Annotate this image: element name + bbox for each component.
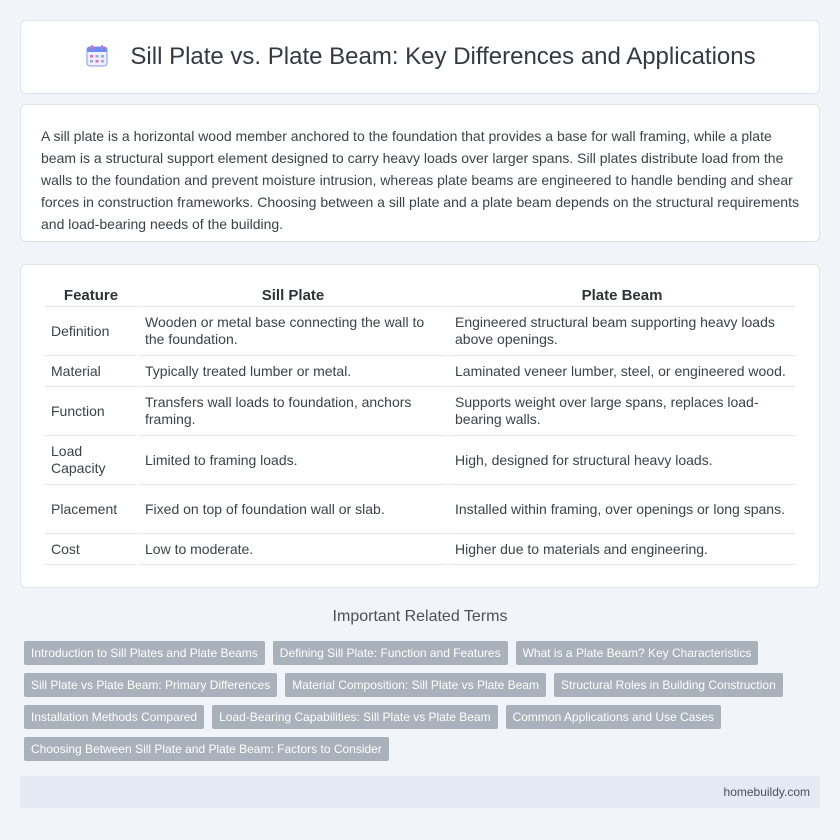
row-sill-plate: Wooden or metal base connecting the wall to the foundation. bbox=[139, 307, 447, 356]
related-term-tag[interactable]: Installation Methods Compared bbox=[24, 705, 204, 729]
table-row bbox=[45, 485, 795, 534]
row-plate-beam: Engineered structural beam supporting heavy loads above openings. bbox=[449, 307, 795, 356]
related-term-tag[interactable]: Choosing Between Sill Plate and Plate Beam: Factors to Consider bbox=[24, 737, 389, 761]
row-feature: Definition bbox=[45, 307, 137, 356]
related-term-tag[interactable]: Material Composition: Sill Plate vs Plate Beam bbox=[285, 673, 546, 697]
row-feature: Material bbox=[45, 356, 137, 387]
header-feature: Feature bbox=[45, 285, 137, 307]
row-sill-plate: Limited to framing loads. bbox=[139, 436, 447, 485]
row-plate-beam: Higher due to materials and engineering. bbox=[449, 534, 795, 565]
row-plate-beam: Laminated veneer lumber, steel, or engineered wood. bbox=[449, 356, 795, 387]
related-term-tag[interactable]: Introduction to Sill Plates and Plate Beams bbox=[24, 641, 265, 665]
header-sill-plate: Sill Plate bbox=[139, 285, 447, 307]
related-terms-list bbox=[24, 641, 824, 761]
related-term-tag[interactable]: Load-Bearing Capabilities: Sill Plate vs Plate Beam bbox=[212, 705, 497, 729]
table-row bbox=[45, 307, 795, 356]
related-term-tag[interactable]: Common Applications and Use Cases bbox=[506, 705, 721, 729]
table-row bbox=[45, 436, 795, 485]
comparison-card bbox=[20, 264, 820, 588]
comparison-table bbox=[43, 285, 797, 565]
row-feature: Load Capacity bbox=[45, 436, 137, 485]
row-plate-beam: Supports weight over large spans, replaces load-bearing walls. bbox=[449, 387, 795, 436]
row-feature: Function bbox=[45, 387, 137, 436]
row-plate-beam: Installed within framing, over openings or long spans. bbox=[449, 485, 795, 534]
row-feature: Placement bbox=[45, 485, 137, 534]
row-sill-plate: Fixed on top of foundation wall or slab. bbox=[139, 485, 447, 534]
table-row bbox=[45, 356, 795, 387]
footer-site-link[interactable]: homebuildy.com bbox=[723, 785, 810, 799]
related-terms-title: Important Related Terms bbox=[332, 608, 508, 625]
row-sill-plate: Transfers wall loads to foundation, anchors framing. bbox=[139, 387, 447, 436]
table-header-row bbox=[45, 285, 795, 307]
intro-card bbox=[20, 104, 820, 242]
row-feature: Cost bbox=[45, 534, 137, 565]
related-term-tag[interactable]: Structural Roles in Building Construction bbox=[554, 673, 783, 697]
row-sill-plate: Low to moderate. bbox=[139, 534, 447, 565]
related-term-tag[interactable]: Defining Sill Plate: Function and Features bbox=[273, 641, 508, 665]
table-row bbox=[45, 534, 795, 565]
row-sill-plate: Typically treated lumber or metal. bbox=[139, 356, 447, 387]
related-term-tag[interactable]: What is a Plate Beam? Key Characteristics bbox=[516, 641, 759, 665]
header-plate-beam: Plate Beam bbox=[449, 285, 795, 307]
row-plate-beam: High, designed for structural heavy loads. bbox=[449, 436, 795, 485]
footer bbox=[20, 776, 820, 808]
page-title: Sill Plate vs. Plate Beam: Key Differences and Applications bbox=[130, 43, 756, 70]
calendar-icon bbox=[84, 43, 110, 69]
table-row bbox=[45, 387, 795, 436]
related-term-tag[interactable]: Sill Plate vs Plate Beam: Primary Differences bbox=[24, 673, 277, 697]
title-card bbox=[20, 20, 820, 94]
intro-paragraph: A sill plate is a horizontal wood member anchored to the foundation that provides a base for wall framing, while a plate beam is a structural support element designed to carry heavy loads over larger spans. Sill plates distribute load from the walls to the foundation and prevent moisture intrusion, whereas plate beams are engineered to handle bending and shear forces in construction frameworks. Choosing between a sill plate and a plate beam depends on the structural requirements and load-bearing needs of the building. bbox=[41, 128, 799, 232]
